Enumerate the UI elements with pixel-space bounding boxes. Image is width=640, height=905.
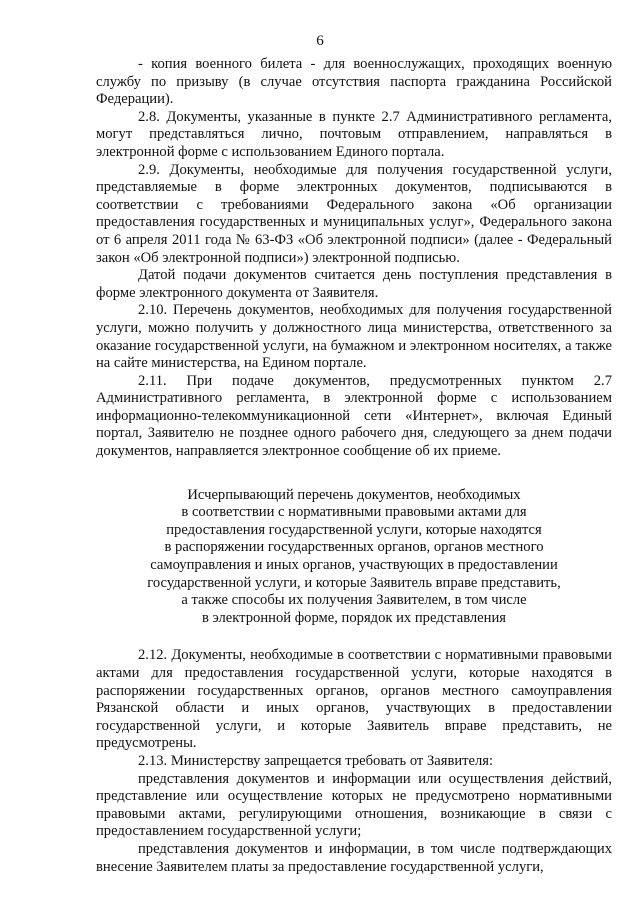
- paragraph-2-8: 2.8. Документы, указанные в пункте 2.7 Административного регламента, могут представляться лично, почтовым отправлением, направляться в электронной форме с использованием Единого портала.: [96, 108, 612, 160]
- heading-line: государственной услуги, и которые Заявитель вправе представить,: [147, 574, 561, 591]
- paragraph-2-10: 2.10. Перечень документов, необходимых для получения государственной услуги, можно получить у должностного лица министерства, ответственного за оказание государственной услуги, на бумажном и электронном носителях, а также на сайте министерства, на Едином портале.: [96, 302, 612, 372]
- heading-line: Исчерпывающий перечень документов, необходимых: [187, 486, 521, 503]
- heading-line: в соответствии с нормативными правовыми актами для: [181, 504, 527, 521]
- paragraph-prohibition-1: представления документов и информации или осуществления действий, представление или осуществление которых не предусмотрено нормативными правовыми актами, регулирующими отношения, возникающие в связи с предоставлением государственной услуги;: [96, 770, 612, 840]
- paragraph-military-id: - копия военного билета - для военнослужащих, проходящих военную службу по призыву (в случае отсутствия паспорта гражданина Российской Федерации).: [96, 56, 612, 108]
- document-body: [96, 56, 612, 876]
- heading-line: в электронной форме, порядок их представления: [201, 609, 506, 626]
- paragraph-2-12: 2.12. Документы, необходимые в соответствии с нормативными правовыми актами для предоставления государственной услуги, которые находятся в распоряжении государственных органов, органов местного самоуправления Рязанской области и иных органов, участвующих в предоставлении государственной услуги, и которые Заявитель вправе представить, не предусмотрены.: [96, 647, 612, 752]
- page-number: 6: [316, 33, 324, 49]
- paragraph-submission-date: Датой подачи документов считается день поступления представления в форме электронного документа от Заявителя.: [96, 267, 612, 301]
- paragraph-prohibition-2: представления документов и информации, в том числе подтверждающих внесение Заявителем платы за предоставление государственной услуги,: [96, 840, 612, 875]
- heading-line: предоставления государственной услуги, которые находятся: [166, 521, 542, 538]
- section-heading: [96, 487, 612, 628]
- heading-line: а также способы их получения Заявителем, в том числе: [181, 592, 527, 609]
- heading-line: самоуправления и иных органов, участвующих в предоставлении: [150, 557, 558, 574]
- paragraph-2-9: 2.9. Документы, необходимые для получения государственной услуги, представляемые в форме электронных документов, подписываются в соответствии с требованиями Федерального закона «Об организации предоставления государственных и муниципальных услуг», Федерального закона от 6 апреля 2011 года № 63-ФЗ «Об электронной подписи» (далее - Федеральный закон «Об электронной подписи») электронной подписью.: [96, 161, 612, 266]
- paragraph-2-13: 2.13. Министерству запрещается требовать от Заявителя:: [138, 752, 494, 769]
- heading-line: в распоряжении государственных органов, органов местного: [164, 539, 544, 556]
- paragraph-2-11: 2.11. При подаче документов, предусмотренных пунктом 2.7 Административного регламента, в электронной форме с использованием информационно-телекоммуникационной сети «Интернет», включая Единый портал, Заявителю не позднее одного рабочего дня, следующего за днем подачи документов, направляется электронное сообщение об их приеме.: [96, 372, 612, 460]
